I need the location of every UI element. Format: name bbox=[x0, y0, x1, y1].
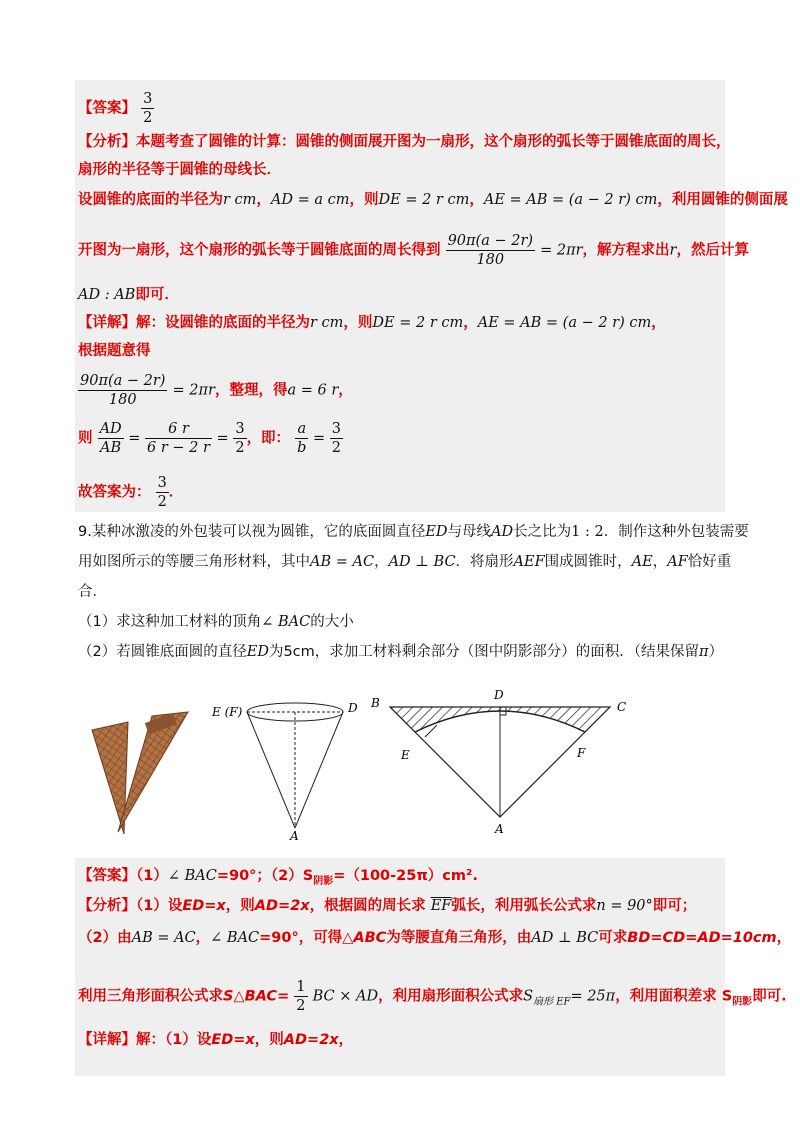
label-a: A bbox=[290, 829, 299, 840]
analysis-1-line-4: 开图为一扇形，这个扇形的弧长等于圆锥底面的周长得到 $\frac{90\pi(a - 2r)}{180}$ = 2πr，解方程求出r，然后计算 bbox=[78, 233, 749, 268]
analysis-2-line-1: 【分析】（1）设ED=x，则AD=2x，根据圆的周长求 $\overline{EF}$弧长，利用弧长公式求n = 90°即可； bbox=[78, 898, 697, 914]
analysis-2-line-3: 利用三角形面积公式求S△BAC= $\frac{1}{2}$ BC × AD，利用扇形面积公式求$S_{扇形 EF}= 25\pi$，利用面积差求 $S_{阴影}$即可. bbox=[78, 979, 787, 1014]
analysis-1-line-3: 设圆锥的底面的半径为r cm，AD = a cm，则DE = 2 r cm，AE = AB = (a − 2 r) cm，利用圆锥的侧面展 bbox=[78, 192, 788, 208]
detail-1-line-4: 则 $\frac{AD}{AB}$ = $\frac{6 r}{6 r - 2 r}$ = $\frac{3}{2}$ ，即： $\frac{a}{b}$ = $\frac{3}{2}$ bbox=[78, 421, 342, 456]
detail-1-line-5: 故答案为： $\frac{3}{2}$ ． bbox=[78, 475, 184, 510]
label-b: B bbox=[371, 696, 380, 710]
analysis-1-line-5: AD : AB即可． bbox=[78, 287, 179, 303]
question-9-line-2: 用如图所示的等腰三角形材料，其中AB = AC，AD ⊥ BC．将扇形AEF围成圆锥时，AE，AF恰好重 bbox=[78, 554, 732, 570]
question-9-line-3: 合． bbox=[78, 584, 107, 600]
label-a: A bbox=[495, 822, 504, 836]
question-9-part-1: （1）求这种加工材料的顶角∠ BAC的大小 bbox=[78, 614, 354, 630]
ice-cream-cone-photo bbox=[88, 708, 198, 838]
label-c: C bbox=[617, 700, 627, 714]
cone-diagram bbox=[210, 690, 370, 840]
analysis-1-line-1: 【分析】本题考查了圆锥的计算：圆锥的侧面展开图为一扇形，这个扇形的弧长等于圆锥底面的周长， bbox=[78, 134, 731, 150]
detail-1-line-2: 根据题意得 bbox=[78, 343, 151, 359]
label-e: E bbox=[401, 748, 410, 762]
answer-2: 【答案】（1）∠ BAC=90°；$(2)S_{阴影}=(100-25\pi)cm^2$. bbox=[78, 868, 478, 887]
triangle-sector-diagram bbox=[365, 685, 640, 845]
label-ef: E (F) bbox=[212, 705, 243, 719]
detail-1-line-3: $\frac{90\pi(a - 2r)}{180}$ = 2πr，整理，得a = 6 r， bbox=[80, 373, 353, 408]
question-9-line-1: 9.某种冰激凌的外包装可以视为圆锥，它的底面圆直径ED与母线AD长之比为1 : 2．制作这种外包装需要 bbox=[78, 524, 749, 540]
analysis-1-line-2: 扇形的半径等于圆锥的母线长． bbox=[78, 162, 281, 178]
question-9-part-2: （2）若圆锥底面圆的直径ED为5cm，求加工材料剩余部分（图中阴影部分）的面积．（结果保留π） bbox=[78, 644, 724, 660]
label-d: D bbox=[348, 701, 358, 715]
analysis-2-line-2: （2）由AB = AC，∠ BAC=90°，可得△ABC为等腰直角三角形，由AD ⊥ BC可求BD=CD=AD=10cm， bbox=[78, 930, 792, 946]
detail-1-line-1: 【详解】解：设圆锥的底面的半径为r cm，则DE = 2 r cm，AE = AB = (a − 2 r) cm， bbox=[78, 315, 666, 331]
answer-1: 【答案】 $\frac{3}{2}$ bbox=[78, 91, 153, 126]
detail-2-line-1: 【详解】解：（1）设ED=x，则AD=2x， bbox=[78, 1032, 354, 1048]
label-d: D bbox=[494, 688, 504, 702]
label-f: F bbox=[577, 746, 586, 760]
